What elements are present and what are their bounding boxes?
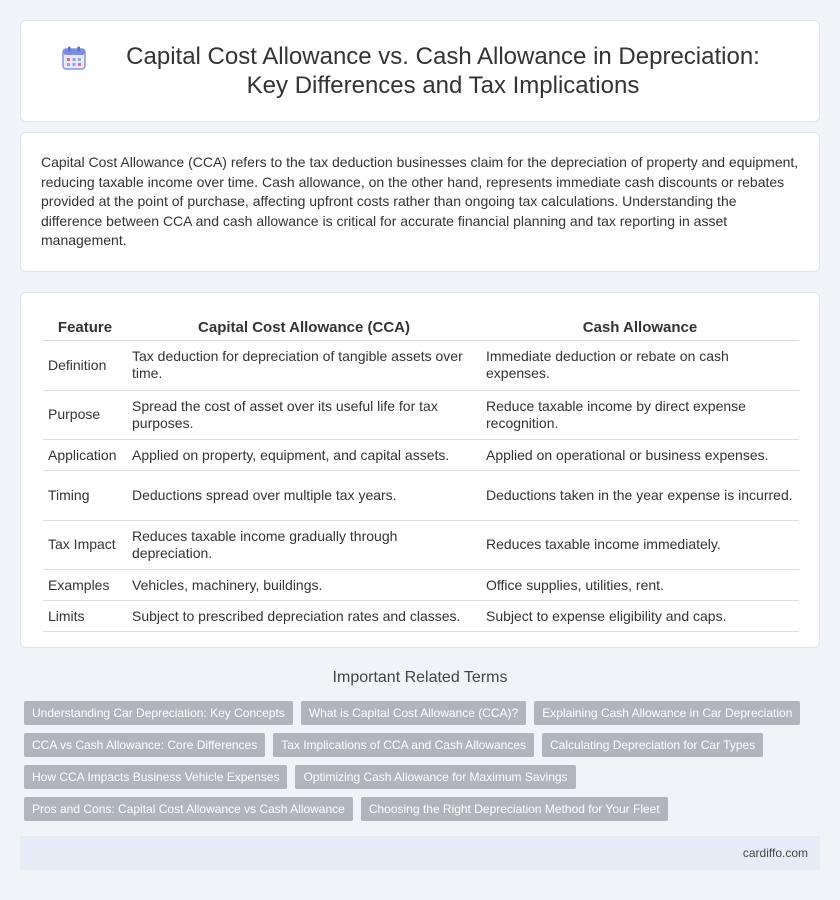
related-term-tag[interactable]: Explaining Cash Allowance in Car Depreciation bbox=[534, 701, 800, 725]
header-inner bbox=[61, 42, 779, 100]
table-row bbox=[43, 570, 799, 601]
comparison-table bbox=[43, 315, 799, 632]
column-header: Feature bbox=[43, 315, 127, 341]
footer-site-link[interactable]: cardiffo.com bbox=[742, 846, 808, 860]
table-cell: Application bbox=[43, 440, 127, 471]
calendar-icon bbox=[61, 45, 87, 71]
table-cell: Tax Impact bbox=[43, 520, 127, 570]
table-row bbox=[43, 601, 799, 632]
page-title: Capital Cost Allowance vs. Cash Allowance in Depreciation: Key Differences and Tax Implications bbox=[126, 43, 760, 99]
intro-text: Capital Cost Allowance (CCA) refers to the tax deduction businesses claim for the depreciation of property and equipment, reducing taxable income over time. Cash allowance, on the other hand, represents immediate cash discounts or rebates provided at the point of purchase, affecting upfront costs rather than ongoing tax calculations. Understanding the difference between CCA and cash allowance is critical for accurate financial planning and tax reporting in asset management. bbox=[41, 154, 799, 248]
table-cell: Deductions taken in the year expense is incurred. bbox=[481, 471, 799, 521]
table-row bbox=[43, 440, 799, 471]
table-cell: Applied on property, equipment, and capital assets. bbox=[127, 440, 481, 471]
table-cell: Purpose bbox=[43, 390, 127, 440]
related-terms-title: Important Related Terms bbox=[332, 669, 508, 686]
related-terms-list bbox=[24, 701, 824, 829]
table-cell: Examples bbox=[43, 570, 127, 601]
table-cell: Spread the cost of asset over its useful life for tax purposes. bbox=[127, 390, 481, 440]
table-row bbox=[43, 471, 799, 521]
related-term-tag[interactable]: What is Capital Cost Allowance (CCA)? bbox=[301, 701, 526, 725]
related-term-tag[interactable]: Tax Implications of CCA and Cash Allowances bbox=[273, 733, 534, 757]
related-term-tag[interactable]: Understanding Car Depreciation: Key Concepts bbox=[24, 701, 293, 725]
header-card bbox=[20, 20, 820, 122]
table-cell: Office supplies, utilities, rent. bbox=[481, 570, 799, 601]
related-term-tag[interactable]: Pros and Cons: Capital Cost Allowance vs Cash Allowance bbox=[24, 797, 353, 821]
related-term-tag[interactable]: Choosing the Right Depreciation Method for Your Fleet bbox=[361, 797, 668, 821]
comparison-table-card bbox=[20, 292, 820, 648]
tag-row bbox=[24, 765, 824, 789]
table-cell: Limits bbox=[43, 601, 127, 632]
related-term-tag[interactable]: CCA vs Cash Allowance: Core Differences bbox=[24, 733, 265, 757]
intro-card bbox=[20, 132, 820, 272]
tag-row bbox=[24, 733, 824, 757]
tag-row bbox=[24, 701, 824, 725]
table-cell: Reduces taxable income gradually through depreciation. bbox=[127, 520, 481, 570]
table-cell: Timing bbox=[43, 471, 127, 521]
table-cell: Vehicles, machinery, buildings. bbox=[127, 570, 481, 601]
footer bbox=[20, 836, 820, 870]
column-header: Cash Allowance bbox=[481, 315, 799, 341]
table-row bbox=[43, 390, 799, 440]
table-cell: Reduces taxable income immediately. bbox=[481, 520, 799, 570]
table-row bbox=[43, 520, 799, 570]
column-header: Capital Cost Allowance (CCA) bbox=[127, 315, 481, 341]
table-cell: Deductions spread over multiple tax years. bbox=[127, 471, 481, 521]
table-row bbox=[43, 341, 799, 391]
table-cell: Definition bbox=[43, 341, 127, 391]
tag-row bbox=[24, 797, 824, 821]
related-term-tag[interactable]: Calculating Depreciation for Car Types bbox=[542, 733, 763, 757]
table-cell: Immediate deduction or rebate on cash expenses. bbox=[481, 341, 799, 391]
related-term-tag[interactable]: How CCA Impacts Business Vehicle Expenses bbox=[24, 765, 287, 789]
table-cell: Subject to prescribed depreciation rates and classes. bbox=[127, 601, 481, 632]
table-cell: Reduce taxable income by direct expense recognition. bbox=[481, 390, 799, 440]
table-cell: Applied on operational or business expenses. bbox=[481, 440, 799, 471]
related-term-tag[interactable]: Optimizing Cash Allowance for Maximum Savings bbox=[295, 765, 575, 789]
table-cell: Subject to expense eligibility and caps. bbox=[481, 601, 799, 632]
table-cell: Tax deduction for depreciation of tangible assets over time. bbox=[127, 341, 481, 391]
table-header-row bbox=[43, 315, 799, 341]
